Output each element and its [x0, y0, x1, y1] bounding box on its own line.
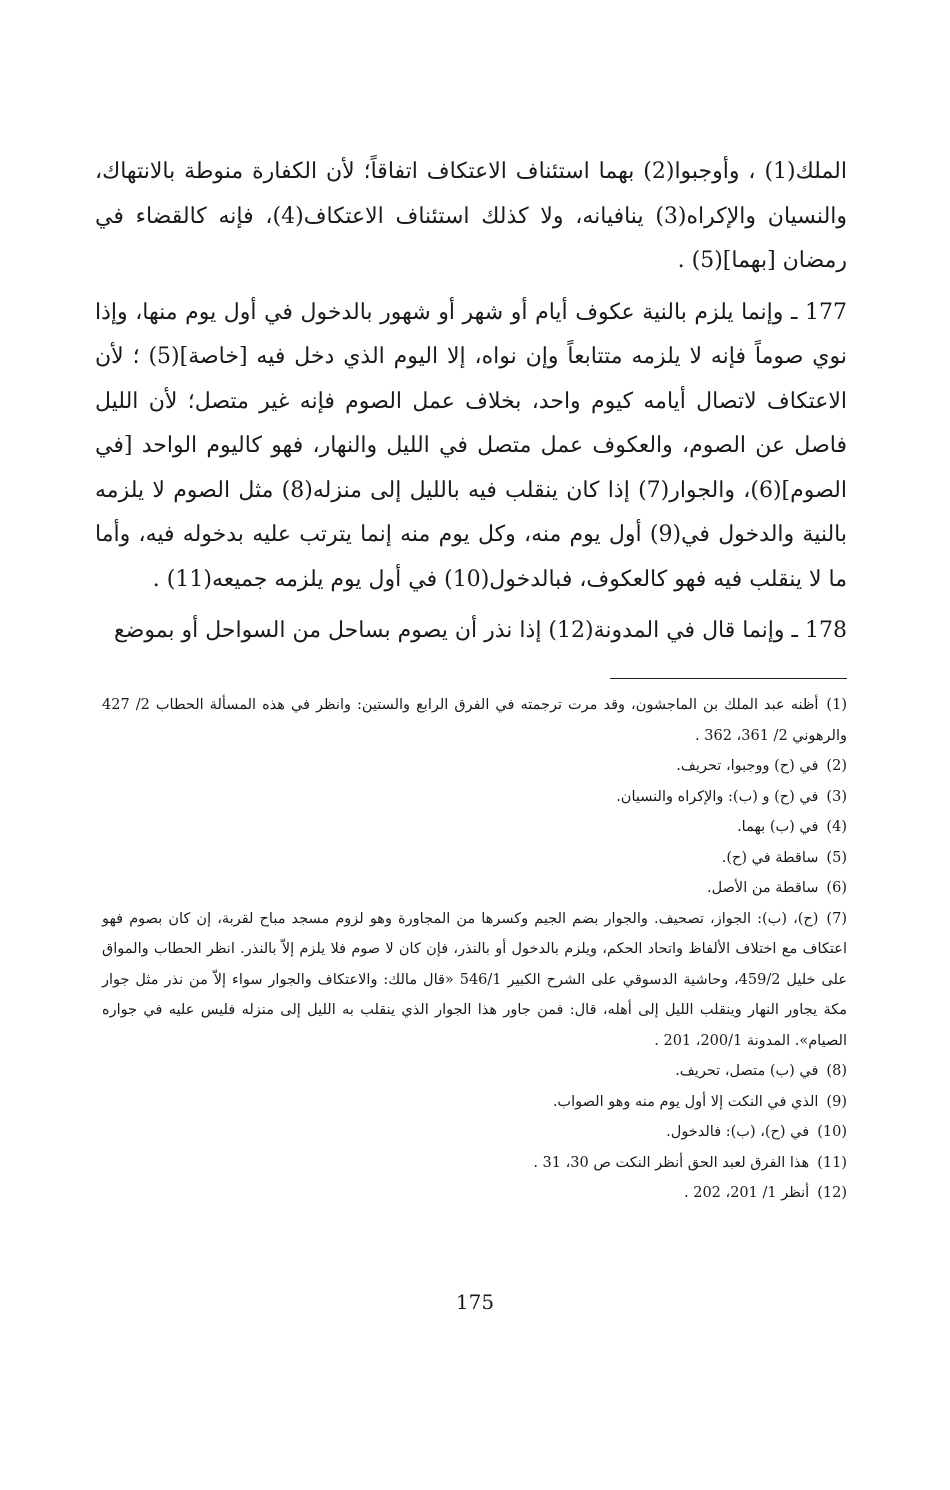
- footnote-number: (11): [817, 1154, 847, 1171]
- footnote-12: [102, 1178, 847, 1209]
- footnote-10: [102, 1117, 847, 1148]
- footnote-1: [102, 690, 847, 751]
- paragraph-178-text: وإنما قال في المدونة(12) إذا نذر أن يصوم بساحل من السواحل أو بموضع: [113, 618, 785, 643]
- footnote-5: [102, 843, 847, 874]
- paragraph-continued: الملك(1) ، وأوجبوا(2) بهما استئناف الاعتكاف اتفاقاً؛ لأن الكفارة منوطة بالانتهاك، والنسيان والإكراه(3) ينافيانه، ولا كذلك استئناف الاعتكاف(4)، فإنه كالقضاء في رمضان [بهما](5) .: [95, 159, 848, 273]
- paragraph-178: [95, 609, 847, 654]
- footnote-text: في (ح) ووجبوا، تحريف.: [676, 758, 819, 774]
- footnote-number: (10): [817, 1124, 847, 1140]
- paragraph-number: 177 ـ: [790, 299, 847, 325]
- footnote-number: (6): [826, 880, 847, 896]
- footnote-11: [102, 1148, 847, 1179]
- footnote-text: أظنه عبد الملك بن الماجشون، وقد مرت ترجمته في الفرق الرابع والستين: وانظر في هذه المسألة الحطاب 2/ 427 والرهوني 2/ 361، 362 .: [102, 697, 847, 744]
- footnote-9: [102, 1087, 847, 1118]
- footnote-text: في (ح)، (ب): فالدخول.: [666, 1124, 810, 1140]
- footnote-text: ساقطة في (ح).: [721, 849, 819, 866]
- footnote-number: (1): [826, 697, 847, 713]
- footnote-number: (7): [826, 910, 847, 927]
- footnote-number: (3): [826, 788, 847, 805]
- footnote-text: هذا الفرق لعبد الحق أنظر النكت ص 30، 31 .: [533, 1154, 810, 1171]
- footnote-3: [102, 782, 847, 813]
- footnote-text: في (ب) بهما.: [737, 819, 819, 835]
- footnote-number: (5): [826, 849, 847, 866]
- footnotes: [102, 690, 847, 1209]
- footnote-number: (2): [826, 758, 847, 774]
- footnote-text: أنظر 1/ 201، 202 .: [684, 1185, 810, 1201]
- footnote-7: [102, 904, 847, 1057]
- footnote-text: في (ب) متصل، تحريف.: [675, 1063, 819, 1079]
- footnote-text: في (ح) و (ب): والإكراه والنسيان.: [616, 788, 819, 805]
- footnote-2: [102, 751, 847, 782]
- footnote-8: [102, 1056, 847, 1087]
- footnote-6: [102, 873, 847, 904]
- footnote-divider: [610, 678, 847, 679]
- footnote-number: (8): [826, 1063, 847, 1079]
- paragraph-number: 178 ـ: [791, 618, 847, 643]
- footnote-number: (12): [817, 1185, 847, 1201]
- page-number: 175: [455, 1290, 495, 1314]
- footnote-text: ساقطة من الأصل.: [707, 880, 819, 896]
- footnote-text: الذي في النكت إلا أول يوم منه وهو الصواب.: [552, 1093, 819, 1110]
- paragraph-177: [95, 291, 847, 603]
- paragraph-177-text: وإنما يلزم بالنية عكوف أيام أو شهر أو شهور بالدخول في أول يوم منها، وإذا نوي صوماً فإنه لا يلزمه متتابعاً وإن نواه، إلا اليوم الذي دخل فيه [خاصة](5) ؛ لأن الاعتكاف لاتصال أيامه كيوم واحد، بخلاف عمل الصوم فإنه غير متصل؛ لأن الليل فاصل عن الصوم، والعكوف عمل متصل في الليل والنهار، فهو كاليوم الواحد [في الصوم](6)، والجوار(7) إذا كان ينقلب فيه بالليل إلى منزله(8) مثل الصوم لا يلزمه بالنية والدخول في(9) أول يوم منه، وكل يوم منه إنما يترتب عليه بدخوله فيه، وأما ما لا ينقلب فيه فهو كالعكوف، فبالدخول(10) في أول يوم يلزمه جميعه(11) .: [95, 299, 847, 592]
- footnote-number: (9): [826, 1093, 847, 1110]
- main-text: [95, 150, 847, 661]
- footnote-number: (4): [826, 819, 847, 835]
- footnote-4: [102, 812, 847, 843]
- footnote-text: (ح)، (ب): الجواز، تصحيف. والجوار بضم الجيم وكسرها من المجاورة وهو لزوم مسجد مباح لقربة، إن كان بصوم فهو اعتكاف مع اختلاف الألفاظ واتحاد الحكم، ويلزم بالدخول أو بالنذر، فإن كان لا صوم فلا يلزم إلاّ بالنذر. انظر الحطاب والمواق على خليل 459/2، وحاشية الدسوقي على الشرح الكبير 546/1 «قال مالك: والاعتكاف والجوار سواء إلاّ من نذر مثل جوار مكة يجاور النهار وينقلب الليل إلى أهله، قال: فمن جاور هذا الجوار الذي ينقلب به الليل إلى منزله فليس عليه في جواره الصيام». المدونة 200/1، 201 .: [102, 910, 847, 1049]
